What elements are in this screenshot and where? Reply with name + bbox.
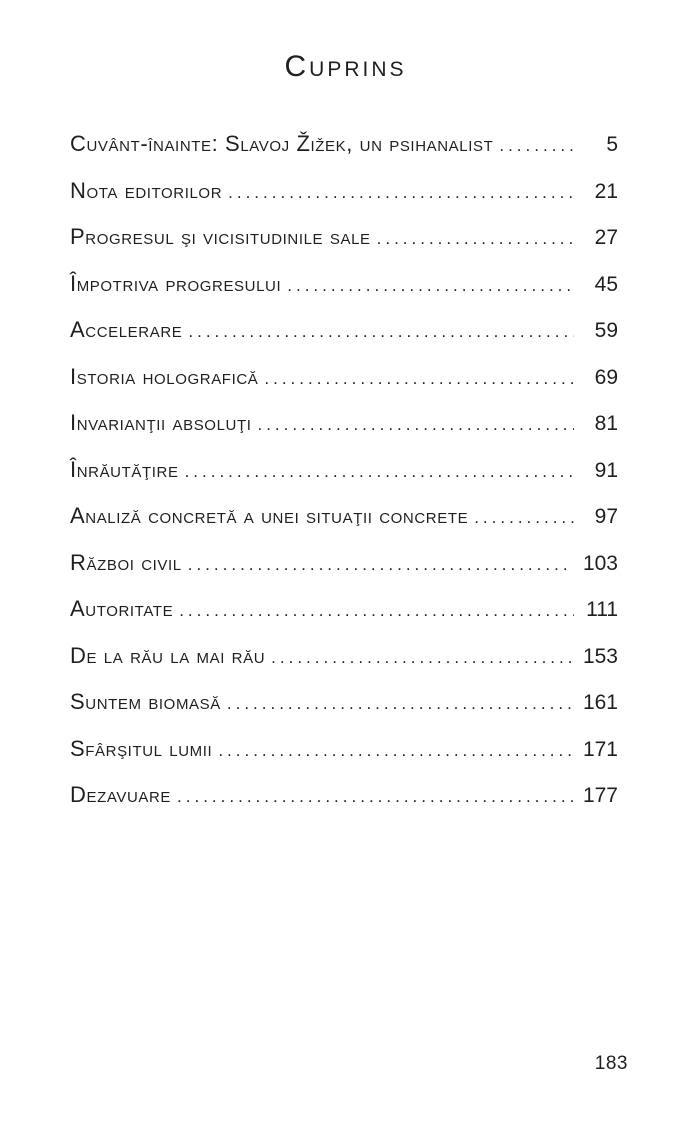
dot-leader — [218, 741, 573, 761]
toc-entry — [70, 550, 618, 597]
entry-title: Suntem biomasă — [70, 689, 221, 714]
entry-page-number: 111 — [586, 598, 618, 621]
table-of-contents — [70, 131, 618, 829]
dot-leader — [271, 648, 573, 668]
toc-entry — [70, 224, 618, 271]
toc-entry — [70, 131, 618, 178]
toc-entry — [70, 410, 618, 457]
dot-leader — [179, 601, 574, 621]
entry-page-number: 69 — [594, 365, 618, 389]
entry-page-number: 21 — [594, 179, 618, 203]
toc-entry — [70, 503, 618, 550]
page-title: Cuprins — [284, 50, 407, 83]
entry-title: Istoria holografică — [70, 363, 259, 389]
entry-title: Accelerare — [70, 317, 183, 342]
dot-leader — [474, 508, 574, 528]
entry-page-number: 177 — [582, 784, 618, 807]
toc-entry — [70, 782, 618, 829]
dot-leader — [228, 183, 574, 203]
entry-page-number: 81 — [594, 412, 618, 435]
entry-page-number: 91 — [594, 458, 618, 482]
entry-page-number: 171 — [582, 737, 618, 761]
dot-leader — [257, 415, 574, 435]
dot-leader — [377, 229, 574, 249]
entry-page-number: 97 — [594, 505, 618, 528]
toc-entry — [70, 643, 618, 690]
entry-page-number: 5 — [606, 133, 618, 156]
toc-entry — [70, 689, 618, 736]
dot-leader — [499, 136, 574, 156]
entry-title: Nota editorilor — [70, 177, 223, 203]
entry-title: Autoritate — [70, 596, 174, 621]
entry-page-number: 59 — [594, 319, 618, 342]
toc-entry — [70, 178, 618, 225]
entry-page-number: 45 — [594, 272, 618, 296]
toc-entry — [70, 271, 618, 318]
dot-leader — [227, 694, 573, 714]
entry-page-number: 153 — [582, 644, 618, 668]
entry-title: Analiză concretă a unei situaţii concrete — [70, 503, 469, 528]
entry-title: Cuvânt-înainte: Slavoj Žižek, un psihanalist — [70, 131, 494, 156]
toc-entry — [70, 736, 618, 783]
toc-entry — [70, 364, 618, 411]
entry-title: Invarianţii absoluţi — [70, 410, 252, 435]
dot-leader — [188, 555, 573, 575]
dot-leader — [177, 787, 573, 807]
entry-page-number: 27 — [594, 226, 618, 249]
dot-leader — [188, 322, 574, 342]
entry-page-number: 103 — [582, 551, 618, 575]
toc-entry — [70, 317, 618, 364]
entry-title: Împotriva progresului — [70, 270, 282, 296]
entry-title: Înrăutăţire — [70, 456, 179, 482]
entry-title: De la rău la mai rău — [70, 642, 266, 668]
toc-entry — [70, 596, 618, 643]
dot-leader — [185, 462, 574, 482]
entry-title: Progresul şi vicisitudinile sale — [70, 224, 371, 249]
dot-leader — [287, 276, 574, 296]
dot-leader — [264, 369, 574, 389]
toc-entry — [70, 457, 618, 504]
folio-page-number: 183 — [594, 1053, 628, 1074]
entry-page-number: 161 — [582, 691, 618, 714]
entry-title: Sfârşitul lumii — [70, 735, 213, 761]
entry-title: Dezavuare — [70, 782, 172, 807]
entry-title: Război civil — [70, 549, 182, 575]
